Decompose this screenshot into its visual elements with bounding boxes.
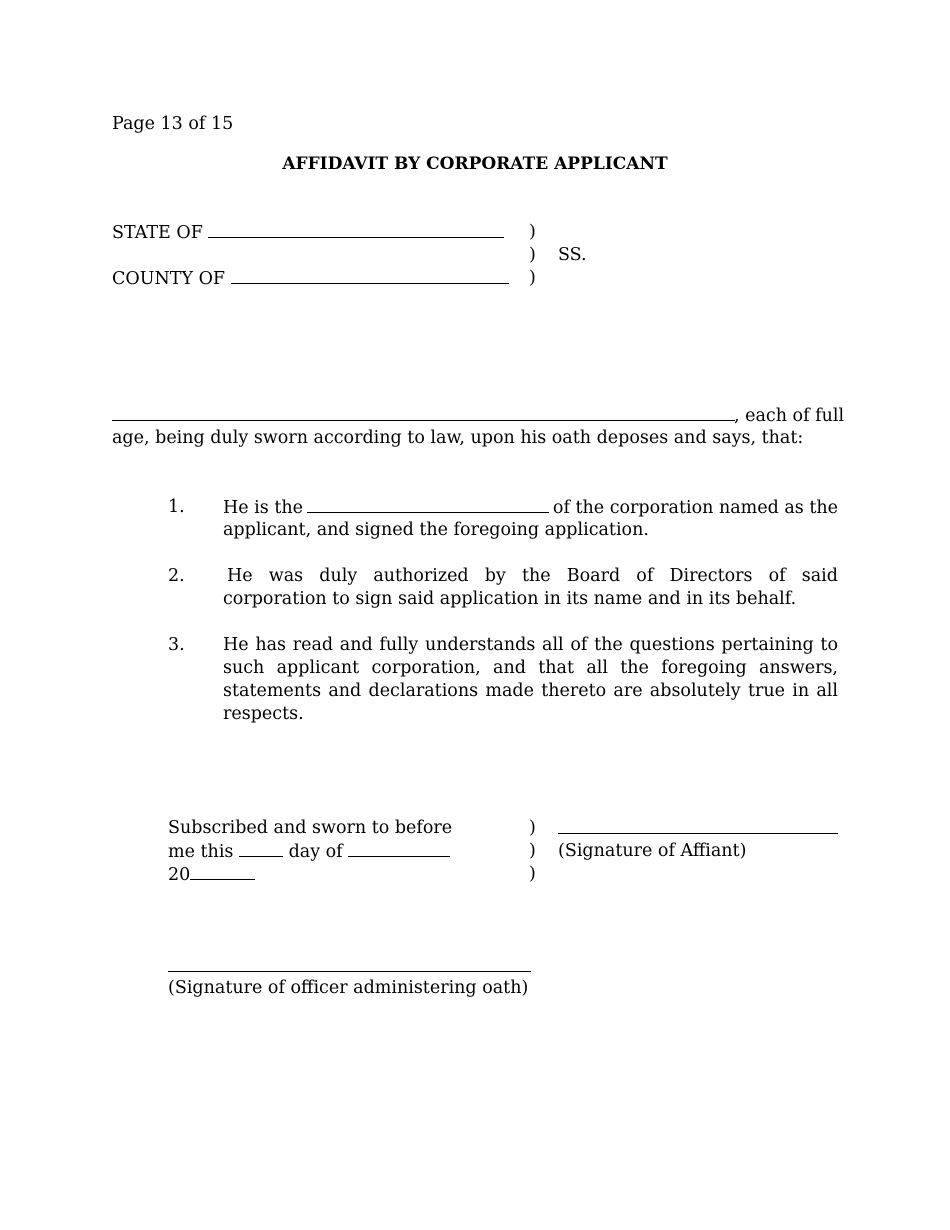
jurat-day-of: day of [288, 842, 343, 862]
year-blank[interactable] [190, 863, 255, 880]
state-row [112, 221, 504, 245]
item-2-text: He was duly authorized by the Board of Directors of said corporation to sign said application in its name and in its behalf. [223, 566, 838, 609]
state-label: STATE OF [112, 223, 203, 243]
jurat-me-this: me this [168, 842, 234, 862]
item-1-line-2: applicant, and signed the foregoing application. [223, 520, 649, 540]
day-blank[interactable] [239, 840, 283, 857]
page-title: AFFIDAVIT BY CORPORATE APPLICANT [282, 154, 668, 174]
month-blank[interactable] [348, 840, 450, 857]
intro-suffix: , each of full [734, 406, 845, 426]
state-blank[interactable] [208, 221, 504, 238]
jurat-paren-3: ) [529, 864, 536, 884]
item-1-suffix: of the corporation named as the [552, 498, 838, 518]
affiant-signature-line[interactable] [558, 817, 838, 841]
venue-paren-3: ) [529, 268, 536, 288]
jurat-paren-1: ) [529, 818, 536, 838]
affiant-name-blank[interactable] [112, 404, 735, 421]
item-3-number: 3. [168, 635, 185, 655]
jurat-line-1: Subscribed and sworn to before [168, 818, 453, 838]
title-blank[interactable] [307, 496, 549, 513]
jurat-year-prefix: 20 [168, 865, 191, 885]
county-blank[interactable] [231, 267, 509, 284]
intro-line-2: age, being duly sworn according to law, upon his oath deposes and says, that: [112, 428, 804, 448]
county-label: COUNTY OF [112, 269, 226, 289]
venue-paren-2: ) [529, 245, 536, 265]
jurat-line-2 [168, 840, 450, 864]
jurat-line-3 [168, 863, 255, 887]
venue-paren-1: ) [529, 222, 536, 242]
intro-line-1 [112, 404, 844, 428]
ss-label: SS. [558, 245, 587, 265]
page-number: Page 13 of 15 [112, 114, 234, 134]
affiant-signature-label: (Signature of Affiant) [558, 841, 747, 861]
item-2-number: 2. [168, 566, 185, 586]
item-1-number: 1. [168, 497, 185, 517]
officer-signature-line[interactable] [168, 955, 531, 979]
item-3-text: He has read and fully understands all of the questions pertaining to such applicant corporation, and that all the foregoing answers, statements and declarations made thereto are absolutely true in all respects. [223, 635, 838, 724]
item-1-prefix: He is the [223, 498, 303, 518]
officer-signature-label: (Signature of officer administering oath) [168, 978, 529, 998]
jurat-paren-2: ) [529, 841, 536, 861]
item-1-line-1 [223, 496, 838, 520]
county-row [112, 267, 509, 291]
